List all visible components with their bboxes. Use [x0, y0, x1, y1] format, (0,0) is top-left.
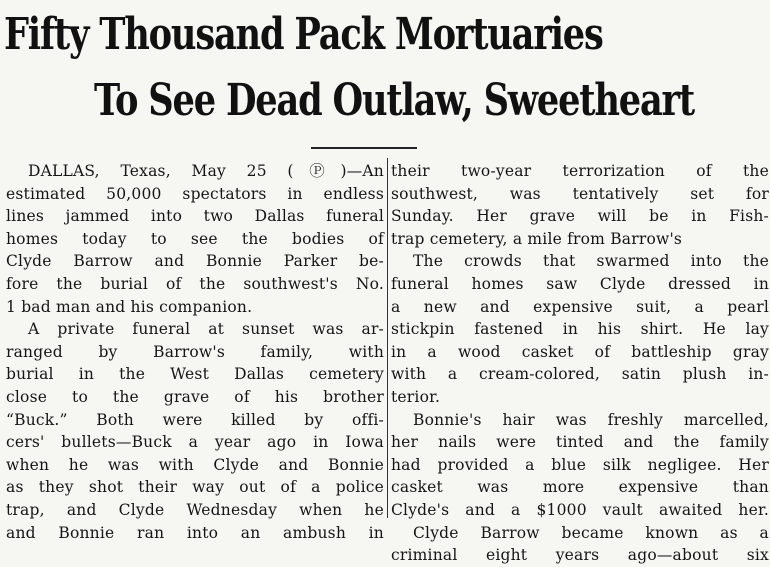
- headline-line-2: To See Dead Outlaw, Sweetheart: [94, 75, 694, 126]
- article-line: trap cemetery, a mile from Barrow's: [391, 229, 683, 248]
- column-divider: [387, 158, 388, 518]
- article-column-right: [391, 160, 769, 567]
- article-line: Sunday. Her grave will be in Fish-: [391, 207, 769, 226]
- article-line: when he was with Clyde and Bonnie: [6, 455, 384, 474]
- article-line: terior.: [391, 387, 441, 406]
- article-line: funeral homes saw Clyde dressed in: [391, 274, 769, 293]
- headline-line-1: Fifty Thousand Pack Mortuaries: [4, 9, 603, 60]
- article-line: DALLAS, Texas, May 25 (Ⓟ)—An: [28, 162, 384, 180]
- article-line: lines jammed into two Dallas funeral: [6, 207, 384, 226]
- article-line: a new and expensive suit, a pearl: [391, 297, 769, 316]
- article-line: A private funeral at sunset was ar-: [28, 320, 384, 339]
- article-line: in a wood casket of battleship gray: [391, 342, 769, 361]
- article-line: their two-year terrorization of the: [391, 162, 769, 180]
- article-line: estimated 50,000 spectators in endless: [6, 184, 384, 203]
- article-line: The crowds that swarmed into the: [413, 252, 769, 271]
- article-line: her nails were tinted and the family: [391, 433, 769, 452]
- article-line: and Bonnie ran into an ambush in: [6, 523, 384, 542]
- article-line: cers' bullets—Buck a year ago in Iowa: [6, 433, 384, 452]
- article-line: burial in the West Dallas cemetery: [6, 365, 384, 384]
- article-line: casket was more expensive than: [391, 478, 769, 497]
- article-line: Bonnie's hair was freshly marcelled,: [413, 410, 769, 429]
- article-line: homes today to see the bodies of: [6, 229, 384, 248]
- article-line: criminal eight years ago—about six: [391, 546, 769, 565]
- article-line: as they shot their way out of a police: [6, 478, 384, 497]
- article-line: “Buck.” Both were killed by offi-: [6, 410, 384, 429]
- article-line: fore the burial of the southwest's No.: [6, 274, 384, 293]
- article-line: Clyde's and a $1000 vault awaited her.: [391, 500, 769, 519]
- article-line: with a cream-colored, satin plush in-: [391, 365, 769, 384]
- article-line: stickpin fastened in his shirt. He lay: [391, 320, 769, 339]
- article-line: southwest, was tentatively set for: [391, 184, 769, 203]
- article-line: Clyde Barrow and Bonnie Parker be-: [6, 252, 384, 271]
- article-line: close to the grave of his brother: [6, 387, 384, 406]
- article-line: had provided a blue silk negligee. Her: [391, 455, 769, 474]
- headline-rule: [311, 147, 417, 149]
- article-column-left: [6, 160, 384, 544]
- article-line: Clyde Barrow became known as a: [413, 523, 769, 542]
- article-line: trap, and Clyde Wednesday when he: [6, 500, 384, 519]
- article-line: ranged by Barrow's family, with: [6, 342, 384, 361]
- article-line: 1 bad man and his companion.: [6, 297, 253, 316]
